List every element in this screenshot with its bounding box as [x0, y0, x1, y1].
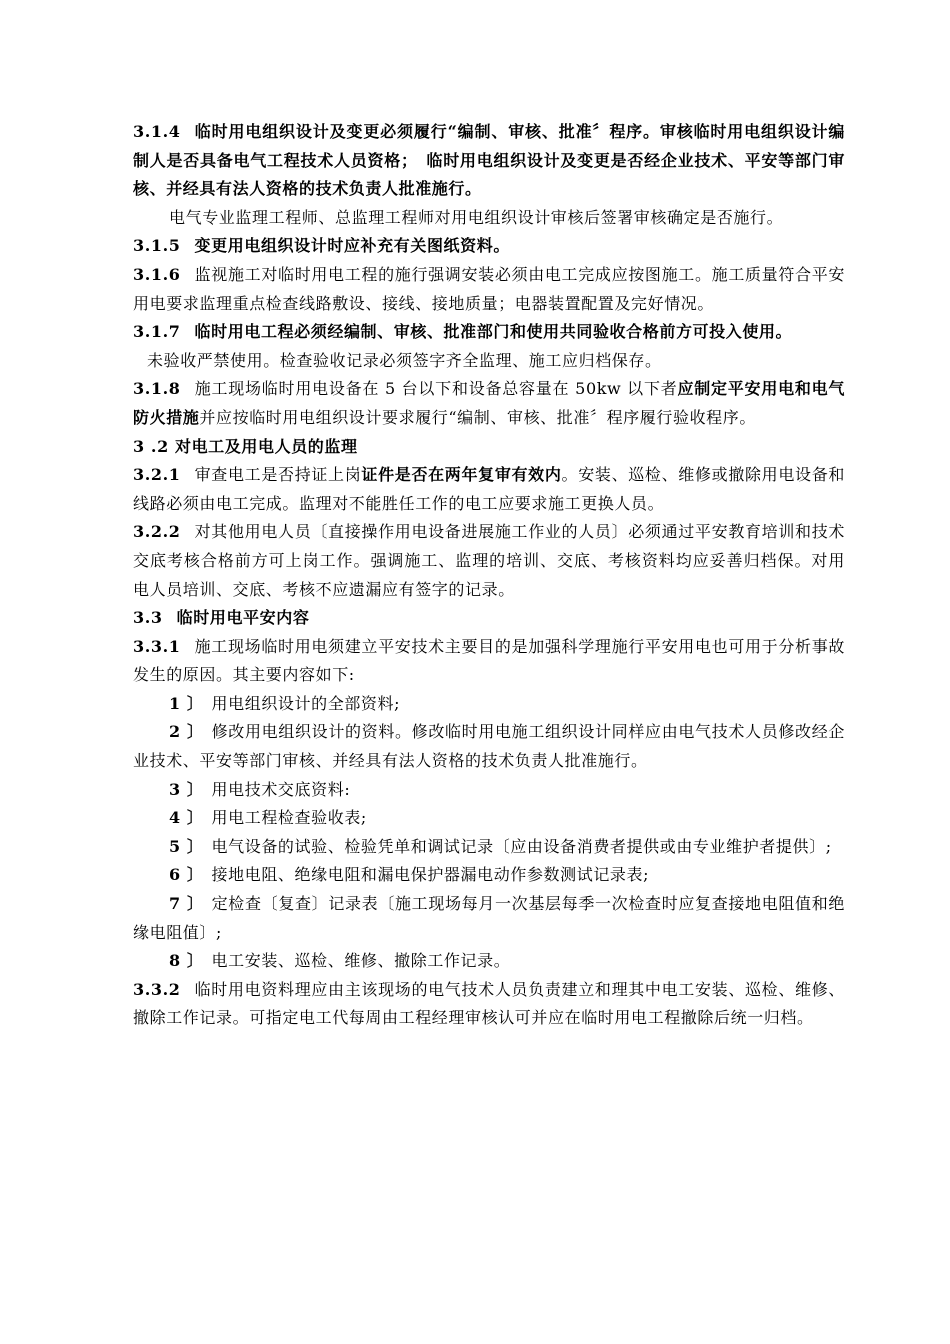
clause-number: 3.1.6 — [133, 264, 181, 284]
list-item — [133, 947, 845, 976]
section-number: 3.3 — [133, 608, 163, 628]
section-heading-3-3 — [133, 604, 845, 633]
clause-3-1-4 — [133, 118, 845, 204]
clause-3-1-6 — [133, 261, 845, 318]
clause-number: 3.1.8 — [133, 379, 181, 399]
document-page — [133, 118, 845, 1033]
clause-3-1-4-note: 电气专业监理工程师、总监理工程师对用电组织设计审核后签署审核确定是否施行。 — [169, 207, 784, 227]
clause-text-bold: 应制定平安用电和电气防火措施 — [133, 379, 845, 427]
clause-3-2-1 — [133, 461, 845, 518]
clause-text: 临时用电工程必须经编制、审核、批准部门和使用共同验收合格前方可投入使用。 — [194, 322, 793, 342]
clause-3-1-8 — [133, 375, 845, 432]
clause-3-1-7 — [133, 318, 845, 347]
clause-number: 3.1.4 — [133, 122, 181, 141]
clause-text-bold: 证件是否在两年复审有效内 — [361, 465, 562, 485]
clause-number: 3.1.7 — [133, 322, 181, 342]
list-item-text: 接地电阻、绝缘电阻和漏电保护器漏电动作参数测试记录表; — [211, 865, 650, 885]
clause-3-1-7-note: 未验收严禁使用。检查验收记录必须签字齐全监理、施工应归档保存。 — [147, 350, 662, 370]
clause-text-a: 施工现场临时用电设备在 5 台以下和设备总容量在 50kw 以下者 — [194, 379, 678, 399]
clause-text: 对其他用电人员〔直接操作用电设备进展施工作业的人员〕必须通过平安教育培训和技术交底考核合格前方可上岗工作。强调施工、监理的培训、交底、考核资料均应妥善归档保。对用电人员培训、交底、考核不应遗漏应有签字的记录。 — [133, 522, 845, 599]
list-item-number: 4 〕 — [169, 808, 204, 828]
clause-text-b: 并应按临时用电组织设计要求履行“编制、审核、批准〞程序履行验收程序。 — [199, 407, 756, 427]
clause-text: 临时用电资料理应由主该现场的电气技术人员负责建立和理其中电工安装、巡检、维修、撤除工作记录。可指定电工代每周由工程经理审核认可并应在临时用电工程撤除后统一归档。 — [133, 979, 845, 1028]
list-item-text: 用电技术交底资料: — [211, 779, 351, 799]
list-item-number: 7 〕 — [169, 894, 204, 914]
clause-number: 3.2.2 — [133, 522, 181, 542]
section-title: 临时用电平安内容 — [176, 608, 310, 628]
list-item — [133, 833, 845, 862]
list-item-number: 6 〕 — [169, 865, 204, 885]
clause-text: 施工现场临时用电须建立平安技术主要目的是加强科学理施行平安用电也可用于分析事故发生的原因。其主要内容如下: — [133, 636, 845, 685]
clause-text: 变更用电组织设计时应补充有关图纸资料。 — [194, 236, 510, 256]
clause-text-b: 。安装、巡检、维修或撤除用电设备和线路必须由电工完成。监理对不能胜任工作的电工应要求施工更换人员。 — [133, 465, 845, 513]
list-item — [133, 861, 845, 890]
list-item-number: 8 〕 — [169, 951, 204, 971]
list-item — [133, 890, 845, 947]
list-item-number: 1 〕 — [169, 693, 204, 713]
list-item-text: 用电组织设计的全部资料; — [211, 693, 401, 713]
list-item-text: 电工安装、巡检、维修、撤除工作记录。 — [211, 951, 511, 971]
list-item-number: 3 〕 — [169, 779, 204, 799]
list-item — [133, 776, 845, 805]
list-item-text: 用电工程检查验收表; — [211, 808, 367, 828]
list-item-text: 电气设备的试验、检验凭单和调试记录〔应由设备消费者提供或由专业维护者提供〕; — [211, 836, 832, 856]
clause-number: 3.2.1 — [133, 465, 181, 485]
list-item-text: 定检查〔复查〕记录表〔施工现场每月一次基层每季一次检查时应复查接地电阻值和绝缘电阻值〕; — [133, 894, 845, 942]
clause-number: 3.3.2 — [133, 979, 181, 999]
clause-number: 3.1.5 — [133, 236, 181, 256]
clause-text: 临时用电组织设计及变更必须履行“编制、审核、批准〞程序。审核临时用电组织设计编制人是否具备电气工程技术人员资格； 临时用电组织设计及变更是否经企业技术、平安等部门审核、并经具有法人资格的技术负责人批准施行。 — [133, 122, 845, 199]
list-item — [133, 718, 845, 775]
list-item — [133, 804, 845, 833]
clause-3-3-1 — [133, 633, 845, 690]
clause-3-3-2 — [133, 976, 845, 1033]
clause-text-a: 审查电工是否持证上岗 — [194, 465, 362, 485]
clause-3-1-5 — [133, 232, 845, 261]
list-item-text: 修改用电组织设计的资料。修改临时用电施工组织设计同样应由电气技术人员修改经企业技术、平安等部门审核、并经具有法人资格的技术负责人批准施行。 — [133, 722, 845, 771]
clause-text: 监视施工对临时用电工程的施行强调安装必须由电工完成应按图施工。施工质量符合平安用电要求监理重点检查线路敷设、接线、接地质量；电器装置配置及完好情况。 — [133, 264, 845, 313]
clause-3-2-2 — [133, 518, 845, 604]
section-heading-3-2: 3 .2 对电工及用电人员的监理 — [133, 436, 358, 456]
list-item-number: 5 〕 — [169, 836, 204, 856]
list-item-number: 2 〕 — [169, 722, 204, 742]
list-item — [133, 690, 845, 719]
clause-number: 3.3.1 — [133, 636, 181, 656]
